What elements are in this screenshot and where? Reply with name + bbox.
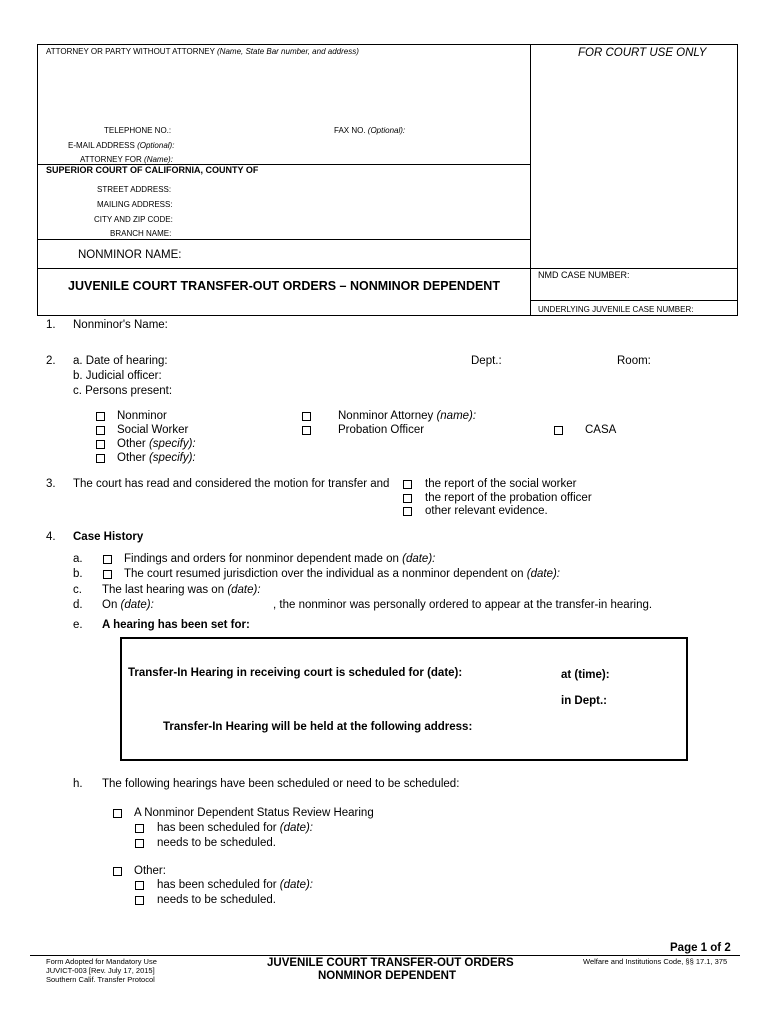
footer-title-1: JUVENILE COURT TRANSFER-OUT ORDERS (267, 957, 514, 969)
form-number: JUVICT-003 [Rev. July 17, 2015] (46, 966, 155, 975)
findings-orders-label: Findings and orders for nonminor dependent made on (date): (124, 553, 436, 565)
page-number: Page 1 of 2 (670, 942, 731, 954)
item-1-number: 1. (46, 319, 56, 331)
item-4c-letter: c. (73, 584, 82, 596)
social-worker-report-checkbox[interactable] (403, 480, 412, 489)
dept-label: Dept.: (471, 355, 502, 367)
underlying-case-number-label: UNDERLYING JUVENILE CASE NUMBER: (538, 305, 694, 314)
other-2-label: Other (specify): (117, 452, 196, 464)
court-use-label: FOR COURT USE ONLY (578, 47, 707, 59)
nonminor-name-label: NONMINOR NAME: (78, 249, 182, 261)
hearing-set-label: A hearing has been set for: (102, 619, 250, 631)
nmd-case-number-label: NMD CASE NUMBER: (538, 270, 630, 280)
casa-checkbox[interactable] (554, 426, 563, 435)
status-review-needs-label: needs to be scheduled. (157, 837, 276, 849)
room-label: Room: (617, 355, 651, 367)
other-hearing-label: Other: (134, 865, 166, 877)
nonminor-checkbox[interactable] (96, 412, 105, 421)
other-hearing-checkbox[interactable] (113, 867, 122, 876)
status-review-checkbox[interactable] (113, 809, 122, 818)
transfer-protocol: Southern Calif. Transfer Protocol (46, 975, 155, 984)
other-needs-checkbox[interactable] (135, 896, 144, 905)
attorney-label: ATTORNEY OR PARTY WITHOUT ATTORNEY (Name, State Bar number, and address) (46, 47, 359, 56)
item-4e-letter: e. (73, 619, 83, 631)
status-review-needs-checkbox[interactable] (135, 839, 144, 848)
item-4a-letter: a. (73, 553, 83, 565)
branch-name-label: BRANCH NAME: (110, 229, 172, 238)
other-scheduled-checkbox[interactable] (135, 881, 144, 890)
mailing-address-label: MAILING ADDRESS: (97, 200, 173, 209)
attorney-for-label: ATTORNEY FOR (Name): (80, 155, 173, 164)
nonminor-attorney-label: Nonminor Attorney (name): (338, 410, 477, 422)
footer-divider (30, 955, 740, 956)
item-4d-letter: d. (73, 599, 83, 611)
transfer-in-time-label: at (time): (561, 669, 610, 681)
footer-title-2: NONMINOR DEPENDENT (318, 970, 457, 982)
other-2-checkbox[interactable] (96, 454, 105, 463)
court-name: SUPERIOR COURT OF CALIFORNIA, COUNTY OF (46, 165, 259, 175)
other-evidence-checkbox[interactable] (403, 507, 412, 516)
other-evidence-label: other relevant evidence. (425, 505, 548, 517)
other-1-checkbox[interactable] (96, 440, 105, 449)
probation-report-label: the report of the probation officer (425, 492, 592, 504)
transfer-in-address-label: Transfer-In Hearing will be held at the following address: (163, 721, 473, 733)
probation-officer-label: Probation Officer (338, 424, 425, 436)
status-review-scheduled-checkbox[interactable] (135, 824, 144, 833)
status-review-scheduled-label: has been scheduled for (date): (157, 822, 314, 834)
item-3-number: 3. (46, 478, 56, 490)
findings-orders-checkbox[interactable] (103, 555, 112, 564)
city-zip-label: CITY AND ZIP CODE: (94, 215, 173, 224)
telephone-label: TELEPHONE NO.: (104, 126, 172, 135)
social-worker-label: Social Worker (117, 424, 189, 436)
email-label: E-MAIL ADDRESS (Optional): (68, 141, 175, 150)
form-adopted: Form Adopted for Mandatory Use (46, 957, 157, 966)
resumed-jurisdiction-checkbox[interactable] (103, 570, 112, 579)
scheduled-hearings-label: The following hearings have been scheduled or need to be scheduled: (102, 778, 460, 790)
item-4h-letter: h. (73, 778, 83, 790)
probation-report-checkbox[interactable] (403, 494, 412, 503)
case-history-heading: Case History (73, 531, 144, 543)
item-2-number: 2. (46, 355, 56, 367)
social-worker-checkbox[interactable] (96, 426, 105, 435)
form-title: JUVENILE COURT TRANSFER-OUT ORDERS – NONMINOR DEPENDENT (68, 279, 500, 293)
fax-label: FAX NO. (Optional): (334, 126, 406, 135)
other-needs-label: needs to be scheduled. (157, 894, 276, 906)
probation-officer-checkbox[interactable] (302, 426, 311, 435)
item-1-label: Nonminor's Name: (73, 319, 168, 331)
judicial-officer-label: b. Judicial officer: (73, 370, 162, 382)
other-scheduled-label: has been scheduled for (date): (157, 879, 314, 891)
hearing-date-label: a. Date of hearing: (73, 355, 168, 367)
other-1-label: Other (specify): (117, 438, 196, 450)
item-4-number: 4. (46, 531, 56, 543)
item-4b-letter: b. (73, 568, 83, 580)
persons-present-label: c. Persons present: (73, 385, 173, 397)
item-3-text: The court has read and considered the motion for transfer and (73, 478, 390, 490)
ordered-appear-label: On (date): (102, 599, 154, 611)
resumed-jurisdiction-label: The court resumed jurisdiction over the individual as a nonminor dependent on (date): (124, 568, 560, 580)
statute-reference: Welfare and Institutions Code, §§ 17.1, 375 (583, 957, 728, 966)
casa-label: CASA (585, 424, 617, 436)
nonminor-attorney-checkbox[interactable] (302, 412, 311, 421)
ordered-appear-rest: , the nonminor was personally ordered to appear at the transfer-in hearing. (273, 599, 653, 611)
nonminor-label: Nonminor (117, 410, 167, 422)
transfer-in-date-label: Transfer-In Hearing in receiving court is scheduled for (date): (128, 667, 463, 679)
transfer-in-dept-label: in Dept.: (561, 695, 607, 707)
last-hearing-label: The last hearing was on (date): (102, 584, 261, 596)
status-review-label: A Nonminor Dependent Status Review Hearing (134, 807, 374, 819)
street-address-label: STREET ADDRESS: (97, 185, 172, 194)
social-worker-report-label: the report of the social worker (425, 478, 577, 490)
